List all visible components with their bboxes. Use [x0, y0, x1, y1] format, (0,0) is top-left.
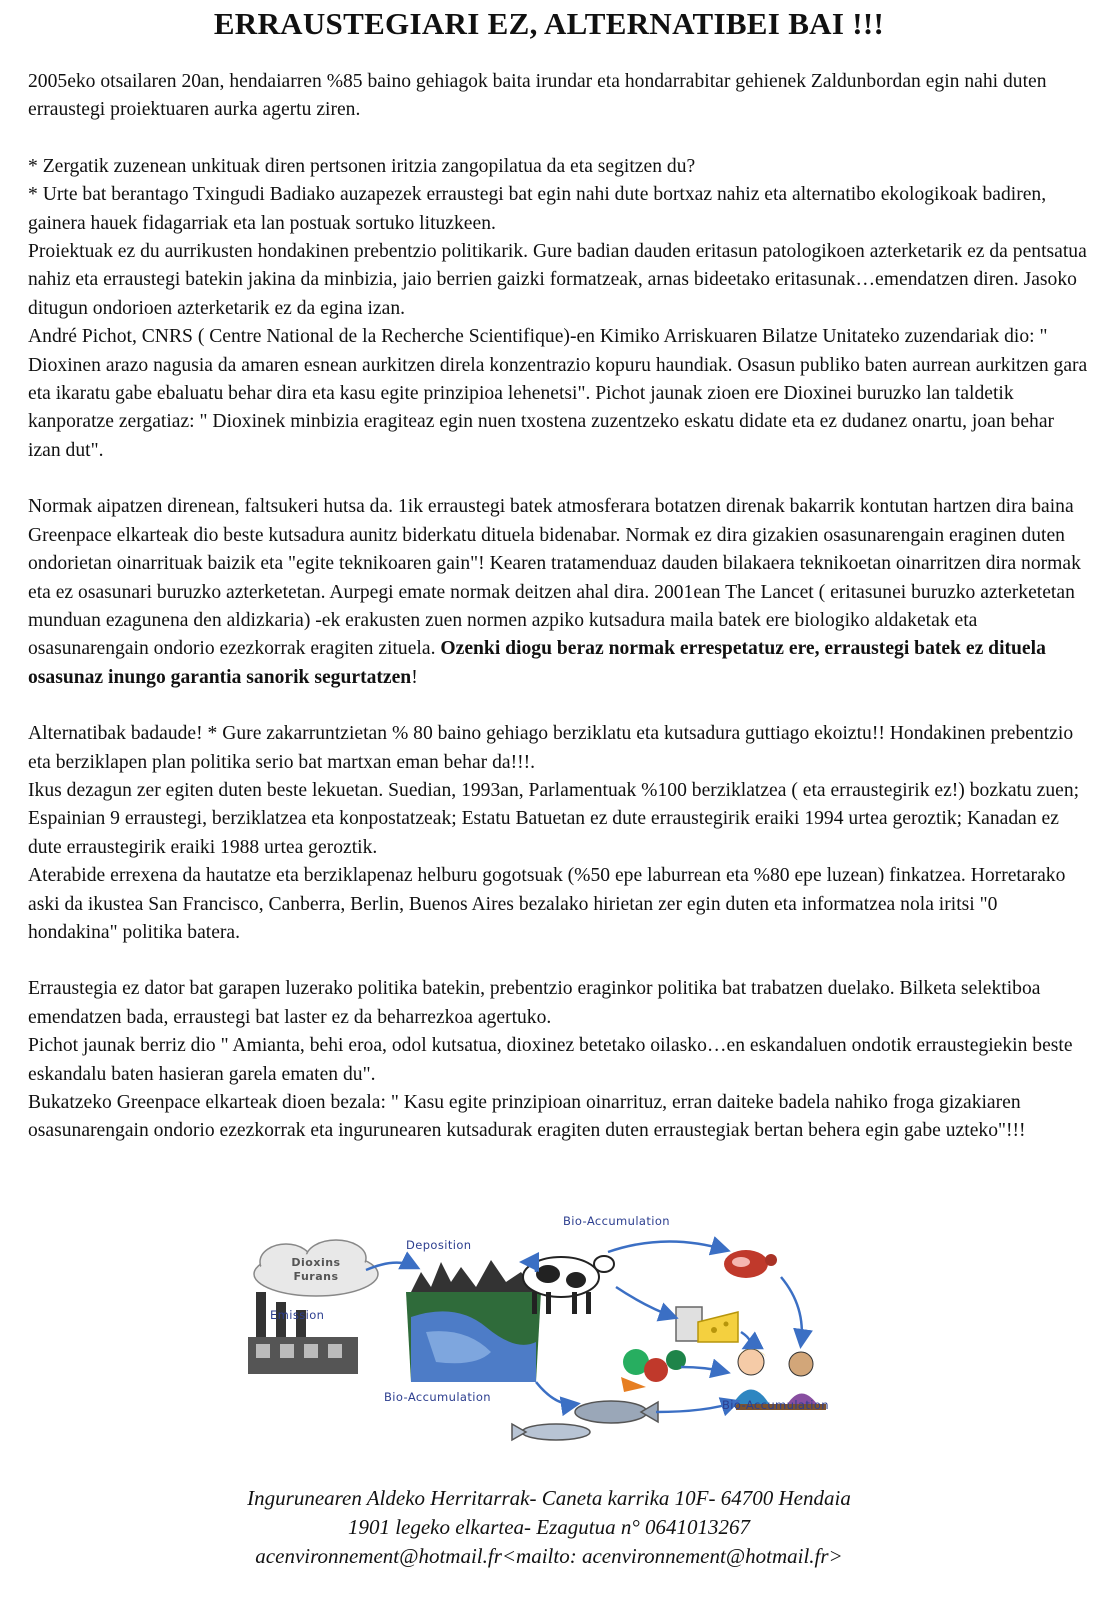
dairy-icon	[676, 1307, 738, 1342]
paragraph-scandals: Pichot jaunak berriz dio " Amianta, behi eroa, odol kutsatua, dioxinez betetako oilasko…en eskandaluen ondotik erraustegiekin beste eskandalu baten hasieran garela ematen du".	[28, 1035, 1073, 1085]
paragraph-norms	[10, 493, 1088, 692]
paragraph-conclusion: Bukatzeko Greenpace elkarteak dioen bezala: " Kasu egite prinzipioan oinarrituz, erran daiteke badela nahiko froga gizakiaren osasunarengain ondorio ezezkorrak eta ingurunearen kutsadurak eragiten duten erraustegiak bertan behera egin gabe uzteko"!!!	[28, 1092, 1026, 1142]
label-deposition: Deposition	[406, 1238, 472, 1252]
paragraph-goals: Aterabide errexena da hautatze eta berziklapenaz helburu gogotsuak (%50 epe laburrean eta %80 epe luzean) finkatzea. Horretarako aski da ikustea San Francisco, Canberra, Berlin, Buenos Aires bezalako hirietan zer egin duten eta informatzea nola iritsi "0 hondakina" politika batera.	[28, 865, 1066, 943]
footer-email: acenvironnement@hotmail.fr<mailto: acenvironnement@hotmail.fr>	[255, 1544, 843, 1568]
cow-icon	[523, 1256, 614, 1314]
fish-icon	[512, 1401, 658, 1440]
footer-address: Ingurunearen Aldeko Herritarrak- Caneta karrika 10F- 64700 Hendaia	[247, 1486, 851, 1510]
footer-registration: 1901 legeko elkartea- Ezagutua n° 0641013267	[347, 1515, 751, 1539]
label-emission: Emission	[270, 1308, 325, 1322]
label-bio-accumulation-top: Bio-Accumulation	[563, 1214, 670, 1228]
paragraph-pichot-quote: André Pichot, CNRS ( Centre National de la Recherche Scientifique)-en Kimiko Arriskuaren Bilatze Unitateko zuzendariak dio: " Dioxinen arazo nagusia da amaren esnean aurkitzen direla konzentrazio kopuru haundiak. Osasun publiko baten aurrean aurkitzen gara eta ikaratu gabe ebaluatu behar dira eta kasu egite prinzipioa lehenetsi". Pichot jaunak zioen ere Dioxinei buruzko lan taldetik kanporatze zergatiaz: " Dioxinek minbizia eragiteaz egin nuen txostena zuzentzeko eskatu didate eta ez dudanez onartu, joan behar izan dut".	[28, 326, 1088, 461]
label-bio-accumulation-bottom-left: Bio-Accumulation	[384, 1390, 491, 1404]
landscape-icon	[406, 1260, 541, 1382]
label-bio-accumulation-bottom-right: Bio-Accumulation	[722, 1398, 829, 1412]
meat-icon	[724, 1250, 777, 1278]
factory-icon	[248, 1292, 358, 1374]
paragraph-question-2: * Urte bat berantago Txingudi Badiako auzapezek erraustegi bat egin nahi dute bortxaz nahiz eta alternatibo ekologikoak badiren, gainera hauek fidagarriak eta lan postuak sortuko lituzkeen.	[28, 184, 1047, 234]
vegetables-icon	[621, 1349, 686, 1392]
paragraph-alternatives: Alternatibak badaude! * Gure zakarruntzietan % 80 baino gehiago berziklatu eta kutsadura guttiago ekoiztu!! Hondakinen prebentzio eta berziklapen plan politika serio bat martxan eman behar da!!!.	[28, 723, 1074, 773]
norms-text: Normak aipatzen direnean, faltsukeri hutsa da. 1ik erraustegi batek atmosferara botatzen direnak bakarrik kontutan hartzen dira baina Greenpace elkarteak dio beste kutsadura aunitz biderkatu dituela bidenabar. Normak ez dira gizakien osasunarengain eraginen duten ondorietan oinarrituak baizik eta "egite teknikoaren gain"! Kearen tratamenduaz dauden bilakaera teknikoetan oinarritzen dira normak eta ez osasunari buruzko azterketetan. Aurpegi emate normak deitzen ahal dira. 2001ean The Lancet ( eritasunei buruzko azterketetan munduan ezagunena den aldizkaria) -ek erakusten zuen normen azpiko kutsadura maila batek ere biologiko aldaketak eta osasunarengain ondorio ezezkorrak eragiten zituela.	[28, 496, 1081, 660]
cloud-label-dioxins: Dioxins	[291, 1256, 341, 1269]
cloud-label-furans: Furans	[293, 1270, 339, 1283]
page-title: ERRAUSTEGIARI EZ, ALTERNATIBEI BAI !!!	[213, 6, 885, 41]
paragraph-prevention: Proiektuak ez du aurrikusten hondakinen prebentzio politikarik. Gure badian dauden eritasun patologikoen azterketarik ez da pentsatua nahiz eta erraustegi batekin jakina da minbizia, jaio berrien gaizki formatzeak, arnas bideetako eritasunak…emendatzen diren. Jasoko ditugun ondorioen azterketarik ez da egina izan.	[28, 241, 1087, 319]
norms-end: !	[411, 666, 418, 688]
paragraph-intro: 2005eko otsailaren 20an, hendaiarren %85 baino gehiagok baita irundar eta hondarrabitar gehienek Zaldunbordan egin nahi duten erraustegi proiektuaren aurka agertu ziren.	[28, 71, 1047, 121]
article-body	[10, 68, 1088, 1146]
paragraph-other-places: Ikus dezagun zer egiten duten beste lekuetan. Suedian, 1993an, Parlamentuak %100 berziklatzea ( eta erraustegirik ez!) bozkatu zuen; Espainian 9 erraustegi, berziklatzea eta konpostatzeak; Estatu Batuetan ez dute erraustegirik eraiki 1994 urtea geroztik; Kanadan ez dute erraustegirik eraiki 1988 urtea geroztik.	[28, 779, 1080, 858]
paragraph-question-1: * Zergatik zuzenean unkituak diren pertsonen iritzia zangopilatua da eta segitzen du?	[28, 155, 696, 177]
norms-bold-statement: Ozenki diogu beraz normak errespetatuz ere, erraustegi batek ez dituela osasunaz inungo garantia sanorik segurtatzen	[28, 638, 1046, 688]
footer	[0, 1484, 1098, 1571]
paragraph-sustainability: Erraustegia ez dator bat garapen luzerako politika batekin, prebentzio eraginkor politika bat trabatzen duelako. Bilketa selektiboa emendatzen bada, erraustegi bat laster ez da beharrezkoa agertuko.	[28, 978, 1041, 1028]
dioxin-cycle-diagram	[236, 1214, 876, 1450]
